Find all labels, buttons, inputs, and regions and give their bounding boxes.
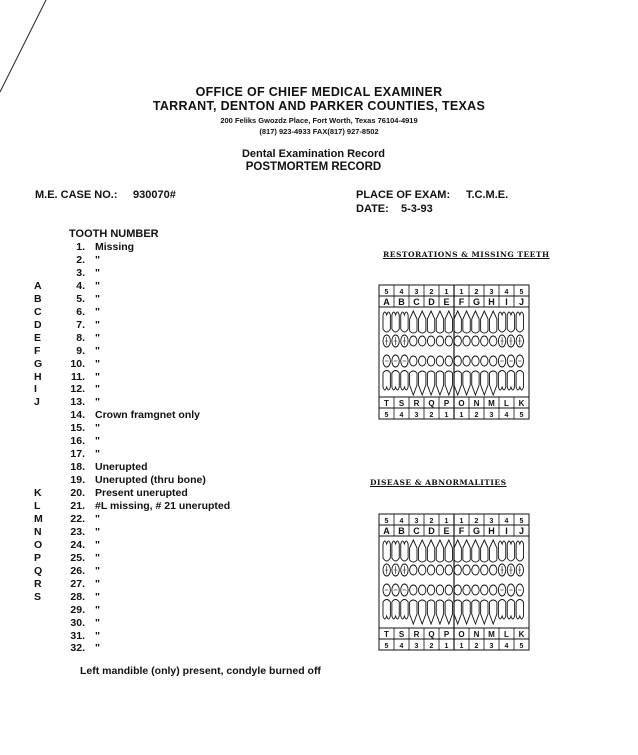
upper-molar [401, 541, 408, 561]
upper-tooth [481, 311, 488, 333]
lower-tooth-letter: N [473, 399, 480, 408]
upper-molar [383, 541, 390, 561]
tooth-description: " [95, 266, 100, 279]
occlusal-view-upper [490, 565, 497, 575]
quadrant-number: 4 [399, 643, 404, 650]
upper-tooth-letter: D [428, 526, 435, 536]
upper-molar [392, 312, 399, 332]
occlusal-groove [500, 566, 503, 574]
occlusal-view-lower [410, 356, 417, 366]
occlusal-view-upper [427, 565, 434, 575]
upper-molar [516, 541, 523, 561]
tooth-description: " [95, 551, 100, 564]
tooth-number: 5. [76, 292, 85, 305]
tooth-description: #L missing, # 21 unerupted [95, 500, 231, 512]
tooth-description: Present unerupted [95, 487, 188, 500]
tooth-number: 7. [76, 318, 85, 331]
quadrant-number: 4 [399, 518, 404, 525]
tooth-description: Missing [95, 241, 135, 253]
occlusal-view-lower [427, 585, 434, 595]
upper-tooth [454, 540, 461, 562]
tooth-description: " [95, 253, 100, 266]
lower-tooth-letter: O [458, 399, 465, 408]
place-of-exam-value: T.C.M.E. [466, 189, 509, 201]
quadrant-number: 1 [459, 643, 464, 650]
quadrant-number: 1 [459, 412, 464, 419]
upper-molar [383, 312, 390, 332]
occlusal-view-upper [490, 336, 497, 346]
upper-tooth-letter: I [505, 526, 508, 536]
lower-tooth [490, 371, 497, 395]
lower-tooth-letter: R [413, 630, 420, 639]
occlusal-view-lower [427, 356, 434, 366]
lower-tooth-letter: L [504, 630, 509, 639]
upper-tooth-letter: A [383, 526, 390, 536]
occlusal-view-upper [410, 565, 417, 575]
quadrant-number: 4 [504, 412, 509, 419]
lower-tooth [419, 371, 426, 395]
quadrant-number: 4 [504, 518, 509, 525]
tooth-description: " [95, 512, 100, 525]
date-value: 5-3-93 [401, 203, 433, 215]
upper-tooth-letter: B [398, 526, 405, 536]
occlusal-groove [509, 566, 512, 574]
quadrant-number: 1 [444, 518, 449, 525]
disease-chart-label: DISEASE & ABNORMALITIES [370, 478, 507, 487]
tooth-number: 28. [70, 590, 85, 603]
tooth-description: " [95, 292, 100, 305]
lower-tooth [445, 600, 452, 624]
tooth-number: 20. [70, 487, 85, 500]
lower-tooth [410, 600, 417, 624]
lower-tooth-letter: T [384, 399, 389, 408]
upper-tooth [445, 540, 452, 562]
tooth-description: " [95, 642, 100, 655]
quadrant-number: 5 [384, 412, 389, 419]
lower-tooth [410, 371, 417, 395]
tooth-description: " [95, 590, 100, 603]
occlusal-groove [518, 566, 521, 574]
tooth-description: " [95, 448, 100, 461]
lower-tooth-letter: P [443, 399, 450, 408]
tooth-description: " [95, 383, 100, 396]
tooth-number: 19. [70, 474, 85, 487]
quadrant-number: 3 [414, 412, 419, 419]
tooth-description: " [95, 396, 100, 409]
deciduous-tooth-letter: G [34, 357, 43, 370]
lower-tooth-letter: Q [428, 630, 435, 639]
lower-tooth-letter: N [473, 630, 480, 639]
upper-tooth [463, 540, 470, 562]
upper-tooth-letter: G [472, 297, 481, 307]
lower-molar [507, 371, 514, 391]
upper-tooth-letter: B [398, 297, 405, 307]
quadrant-number: 4 [504, 289, 509, 296]
lower-tooth [472, 600, 479, 624]
deciduous-tooth-letter: N [34, 525, 42, 538]
upper-tooth [490, 540, 497, 562]
deciduous-tooth-letter: J [34, 396, 40, 409]
occlusal-view-lower [472, 356, 479, 366]
quadrant-number: 5 [519, 643, 524, 650]
tooth-description: " [95, 305, 100, 318]
deciduous-tooth-letter: M [34, 512, 43, 525]
deciduous-tooth-letter: P [34, 551, 42, 564]
upper-tooth [427, 540, 434, 562]
quadrant-number: 3 [414, 643, 419, 650]
upper-molar [392, 541, 399, 561]
lower-tooth [436, 371, 443, 395]
upper-tooth [436, 540, 443, 562]
lower-tooth-letter: K [518, 399, 525, 408]
quadrant-number: 2 [474, 518, 479, 525]
quadrant-number: 5 [384, 289, 389, 296]
office-title: OFFICE OF CHIEF MEDICAL EXAMINER [195, 85, 443, 99]
occlusal-view-lower [419, 356, 426, 366]
lower-tooth-letter: M [488, 399, 495, 408]
lower-tooth [454, 371, 461, 395]
upper-tooth [410, 311, 417, 333]
occlusal-view-lower [419, 585, 426, 595]
occlusal-groove [500, 337, 503, 345]
tooth-number: 11. [70, 370, 85, 383]
upper-tooth [481, 540, 488, 562]
lower-molar [498, 371, 505, 391]
upper-tooth [454, 311, 461, 333]
tooth-number: 14. [70, 409, 85, 422]
upper-molar [498, 541, 505, 561]
occlusal-view-upper [454, 336, 461, 346]
deciduous-tooth-letter: B [34, 292, 42, 305]
upper-tooth [463, 311, 470, 333]
deciduous-tooth-letter: K [34, 487, 42, 500]
tooth-number: 4. [76, 279, 85, 292]
occlusal-view-lower [436, 356, 443, 366]
occlusal-groove [403, 566, 406, 574]
lower-tooth-letter: Q [428, 399, 435, 408]
tooth-description: " [95, 616, 100, 629]
case-number-label: M.E. CASE NO.: [35, 189, 118, 201]
lower-tooth [445, 371, 452, 395]
lower-tooth-letter: S [398, 399, 405, 408]
deciduous-tooth-letter: I [34, 383, 37, 396]
upper-tooth [436, 311, 443, 333]
occlusal-groove [385, 566, 388, 574]
occlusal-view-upper [410, 336, 417, 346]
occlusal-view-upper [472, 565, 479, 575]
lower-molar [383, 600, 390, 620]
upper-tooth [472, 540, 479, 562]
upper-tooth-letter: H [488, 297, 495, 307]
upper-tooth-letter: I [505, 297, 508, 307]
occlusal-view-lower [481, 356, 488, 366]
quadrant-number: 3 [489, 289, 494, 296]
quadrant-number: 5 [384, 518, 389, 525]
upper-molar [507, 312, 514, 332]
upper-tooth-letter: E [443, 526, 450, 536]
deciduous-tooth-letter: S [34, 590, 42, 603]
tooth-number: 25. [70, 551, 85, 564]
tooth-description: " [95, 357, 100, 370]
deciduous-tooth-letter: D [34, 318, 42, 331]
date-label: DATE: [356, 203, 389, 215]
tooth-number: 32. [70, 642, 85, 655]
lower-molar [516, 600, 523, 620]
tooth-description: " [95, 564, 100, 577]
tooth-number: 21. [70, 500, 85, 512]
restorations-chart-label: RESTORATIONS & MISSING TEETH [383, 250, 550, 259]
tooth-number: 10. [70, 357, 85, 370]
tooth-description: " [95, 422, 100, 435]
upper-molar [401, 312, 408, 332]
upper-tooth [445, 311, 452, 333]
tooth-number: 23. [70, 525, 85, 538]
upper-molar [498, 312, 505, 332]
occlusal-groove [394, 337, 397, 345]
lower-tooth [481, 371, 488, 395]
occlusal-view-upper [481, 336, 488, 346]
office-phone: (817) 923-4933 FAX(817) 927-8502 [259, 127, 379, 136]
occlusal-groove [518, 337, 521, 345]
quadrant-number: 1 [444, 643, 449, 650]
lower-tooth [463, 371, 470, 395]
occlusal-view-upper [472, 336, 479, 346]
tooth-description: " [95, 525, 100, 538]
occlusal-view-lower [472, 585, 479, 595]
occlusal-view-upper [463, 336, 470, 346]
tooth-number: 9. [76, 344, 85, 357]
deciduous-tooth-letter: A [34, 279, 42, 292]
quadrant-number: 3 [414, 289, 419, 296]
quadrant-number: 2 [474, 643, 479, 650]
tooth-description: " [95, 435, 100, 448]
lower-tooth-letter: T [384, 630, 389, 639]
quadrant-number: 2 [429, 518, 434, 525]
lower-tooth [481, 600, 488, 624]
quadrant-number: 4 [399, 412, 404, 419]
tooth-description: " [95, 577, 100, 590]
upper-tooth-letter: C [413, 297, 420, 307]
upper-tooth [419, 540, 426, 562]
lower-molar [401, 600, 408, 620]
lower-tooth-letter: K [518, 630, 525, 639]
lower-tooth-letter: R [413, 399, 420, 408]
quadrant-number: 5 [519, 289, 524, 296]
tooth-description: " [95, 318, 100, 331]
lower-tooth [454, 600, 461, 624]
quadrant-number: 4 [504, 643, 509, 650]
occlusal-view-upper [445, 336, 452, 346]
upper-tooth-letter: F [458, 526, 465, 536]
lower-molar [401, 371, 408, 391]
occlusal-view-upper [436, 336, 443, 346]
tooth-number: 26. [70, 564, 85, 577]
tooth-description: " [95, 344, 100, 357]
upper-tooth-letter: H [488, 526, 495, 536]
occlusal-groove [385, 337, 388, 345]
occlusal-view-lower [454, 356, 461, 366]
quadrant-number: 5 [519, 412, 524, 419]
lower-tooth [427, 600, 434, 624]
upper-molar [516, 312, 523, 332]
occlusal-view-upper [419, 336, 426, 346]
deciduous-tooth-letter: L [34, 500, 41, 512]
tooth-number: 16. [70, 435, 85, 448]
lower-tooth [472, 371, 479, 395]
deciduous-tooth-letter: E [34, 331, 42, 344]
case-number-value: 930070# [133, 189, 176, 201]
tooth-number: 18. [70, 461, 85, 474]
occlusal-view-lower [490, 585, 497, 595]
occlusal-view-upper [427, 336, 434, 346]
tooth-description: " [95, 331, 100, 344]
occlusal-groove [509, 337, 512, 345]
quadrant-number: 4 [399, 289, 404, 296]
tooth-number-header: TOOTH NUMBER [69, 228, 159, 240]
quadrant-number: 1 [459, 518, 464, 525]
tooth-description: " [95, 603, 100, 616]
lower-molar [383, 371, 390, 391]
upper-tooth [427, 311, 434, 333]
deciduous-tooth-letter: Q [34, 564, 43, 577]
upper-tooth-letter: A [383, 297, 390, 307]
occlusal-view-lower [490, 356, 497, 366]
tooth-number: 13. [70, 396, 85, 409]
footer-note: Left mandible (only) present, condyle burned off [80, 665, 321, 677]
lower-tooth-letter: P [443, 630, 450, 639]
tooth-description: " [95, 629, 100, 642]
lower-molar [392, 600, 399, 620]
tooth-number: 27. [70, 577, 85, 590]
upper-tooth [410, 540, 417, 562]
form-title: Dental Examination Record [241, 148, 386, 160]
occlusal-view-upper [454, 565, 461, 575]
tooth-number: 30. [70, 616, 85, 629]
tooth-description: Unerupted [95, 461, 148, 474]
tooth-number: 24. [70, 538, 85, 551]
occlusal-view-upper [481, 565, 488, 575]
quadrant-number: 2 [429, 412, 434, 419]
upper-tooth-letter: D [428, 297, 435, 307]
quadrant-number: 3 [489, 643, 494, 650]
form-subtitle: POSTMORTEM RECORD [245, 161, 382, 173]
occlusal-groove [403, 337, 406, 345]
lower-molar [392, 371, 399, 391]
tooth-description: Unerupted (thru bone) [95, 474, 206, 487]
quadrant-number: 3 [489, 518, 494, 525]
occlusal-view-lower [454, 585, 461, 595]
tooth-description: Crown framgnet only [95, 409, 201, 422]
quadrant-number: 2 [429, 289, 434, 296]
upper-tooth [472, 311, 479, 333]
occlusal-view-lower [436, 585, 443, 595]
upper-molar [507, 541, 514, 561]
tooth-description: " [95, 538, 100, 551]
tooth-number: 31. [70, 629, 85, 642]
upper-tooth [419, 311, 426, 333]
deciduous-tooth-letter: O [34, 538, 43, 551]
tooth-number: 12. [70, 383, 85, 396]
lower-tooth-letter: O [458, 630, 465, 639]
tooth-number: 17. [70, 448, 85, 461]
lower-molar [516, 371, 523, 391]
quadrant-number: 1 [444, 289, 449, 296]
tooth-number: 22. [70, 512, 85, 525]
counties-title: TARRANT, DENTON AND PARKER COUNTIES, TEXAS [152, 99, 486, 113]
upper-tooth-letter: J [518, 297, 525, 307]
quadrant-number: 5 [519, 518, 524, 525]
quadrant-number: 2 [474, 412, 479, 419]
upper-tooth-letter: E [443, 297, 450, 307]
occlusal-view-lower [463, 356, 470, 366]
quadrant-number: 3 [489, 412, 494, 419]
occlusal-view-upper [436, 565, 443, 575]
tooth-number: 2. [76, 253, 85, 266]
disease-dental-chart [378, 508, 530, 664]
quadrant-number: 2 [429, 643, 434, 650]
tooth-description: " [95, 370, 100, 383]
tooth-description: " [95, 279, 100, 292]
tooth-number: 15. [70, 422, 85, 435]
tooth-number: 8. [76, 331, 85, 344]
upper-tooth-letter: G [472, 526, 481, 536]
quadrant-number: 2 [474, 289, 479, 296]
upper-tooth-letter: C [413, 526, 420, 536]
lower-molar [507, 600, 514, 620]
lower-tooth [427, 371, 434, 395]
tooth-number: 1. [76, 241, 85, 253]
upper-tooth [490, 311, 497, 333]
quadrant-number: 1 [459, 289, 464, 296]
occlusal-view-lower [481, 585, 488, 595]
place-of-exam-label: PLACE OF EXAM: [356, 189, 451, 201]
occlusal-groove [394, 566, 397, 574]
occlusal-view-upper [445, 565, 452, 575]
quadrant-number: 5 [384, 643, 389, 650]
occlusal-view-lower [410, 585, 417, 595]
occlusal-view-upper [419, 565, 426, 575]
lower-tooth [490, 600, 497, 624]
lower-tooth-letter: L [504, 399, 509, 408]
occlusal-view-lower [445, 356, 452, 366]
deciduous-tooth-letter: C [34, 305, 42, 318]
lower-molar [498, 600, 505, 620]
upper-tooth-letter: F [458, 297, 465, 307]
quadrant-number: 3 [414, 518, 419, 525]
lower-tooth [436, 600, 443, 624]
lower-tooth-letter: M [488, 630, 495, 639]
office-address: 200 Feliks Gwozdz Place, Fort Worth, Texas 76104-4919 [220, 116, 418, 125]
upper-tooth-letter: J [518, 526, 525, 536]
occlusal-view-lower [463, 585, 470, 595]
tooth-number: 3. [76, 266, 85, 279]
occlusal-view-lower [445, 585, 452, 595]
deciduous-tooth-letter: F [34, 344, 41, 357]
deciduous-tooth-letter: R [34, 577, 42, 590]
lower-tooth [463, 600, 470, 624]
restorations-dental-chart [378, 259, 530, 433]
quadrant-number: 1 [444, 412, 449, 419]
lower-tooth [419, 600, 426, 624]
deciduous-tooth-letter: H [34, 370, 42, 383]
tooth-number: 29. [70, 603, 85, 616]
occlusal-view-upper [463, 565, 470, 575]
lower-tooth-letter: S [398, 630, 405, 639]
tooth-number: 6. [76, 305, 85, 318]
